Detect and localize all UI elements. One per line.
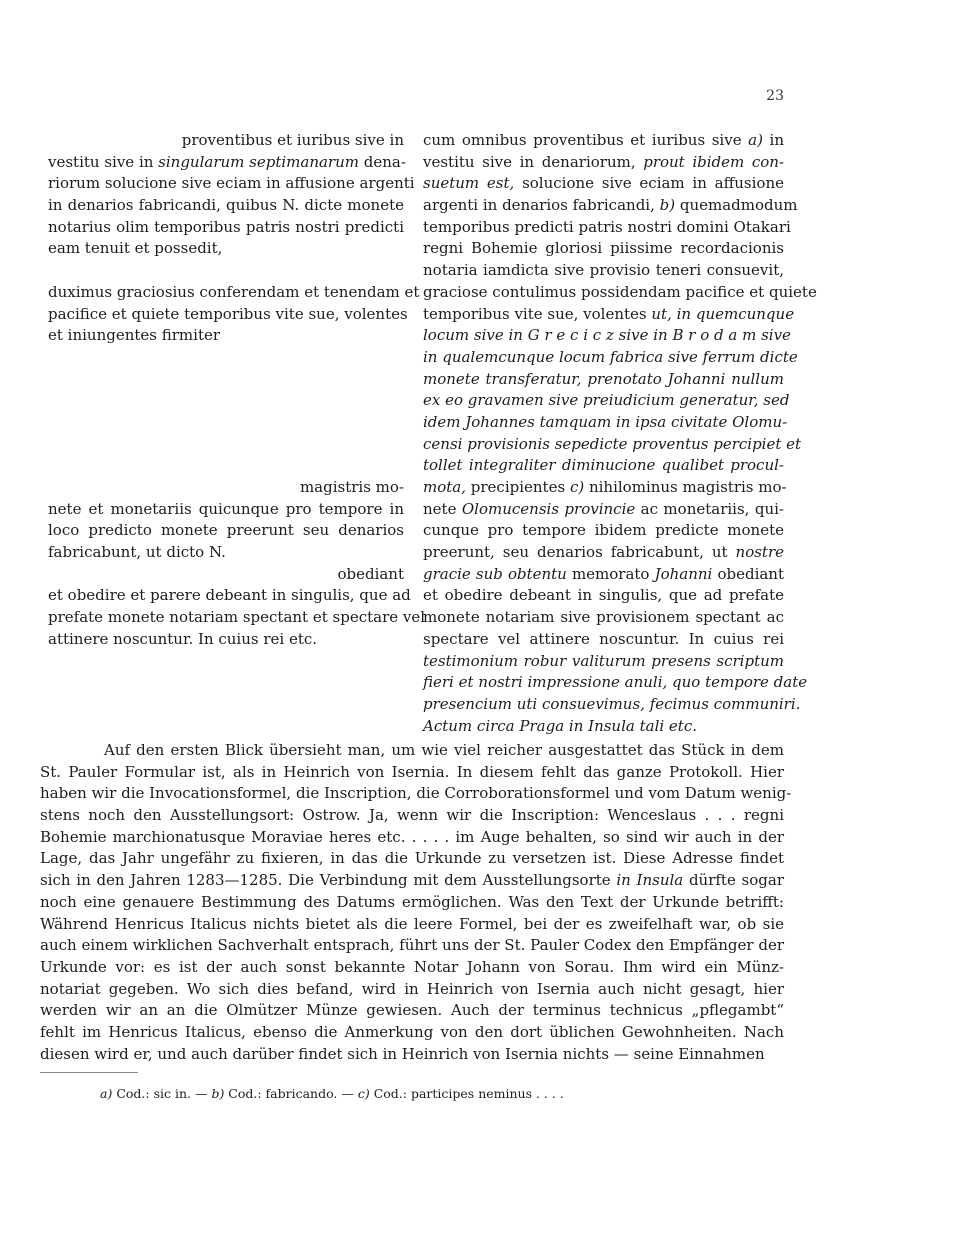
left-column-line: fabricabunt, ut dicto N. — [48, 543, 226, 562]
commentary-line: werden wir an an die Olmützer Münze gewiesen. Auch der terminus technicus „pflegambt“ — [40, 1001, 784, 1020]
right-column-line: locum sive in G r e c i c z sive in B r o d a m sive — [423, 326, 791, 345]
commentary-line: stens noch den Ausstellungsort: Ostrow. Ja, wenn wir die Inscription: Wenceslaus . . . regni — [40, 806, 784, 825]
right-column-line: presencium uti consuevimus, fecimus communiri. — [423, 694, 801, 713]
commentary-line: sich in den Jahren 1283—1285. Die Verbindung mit dem Ausstellungsorte in Insula dürfte sogar — [40, 871, 784, 890]
left-column-line: proventibus et iuribus sive in — [181, 131, 404, 149]
right-column-line: notaria iamdicta sive provisio teneri consuevit, — [423, 261, 784, 280]
right-column-line: gracie sub obtentu memorato Johanni obediant — [423, 564, 784, 583]
commentary-line: Während Henricus Italicus nichts bietet als die leere Formel, bei der es zweifelhaft war, ob sie — [40, 914, 784, 933]
right-column-line: graciose contulimus possidendam pacifice et quiete — [423, 282, 817, 301]
right-column-line: vestitu sive in denariorum, prout ibidem con- — [423, 152, 784, 171]
right-column-line: temporibus predicti patris nostri domini Otakari — [423, 217, 791, 236]
right-column-line: regni Bohemie gloriosi piissime recordacionis — [423, 239, 784, 258]
right-column-line: mota, precipientes c) nihilominus magistris mo- — [423, 478, 787, 496]
right-column-line: et obedire debeant in singulis, que ad prefate — [423, 586, 784, 605]
commentary-line: auch einem wirklichen Sachverhalt entsprach, führt uns der St. Pauler Codex den Empfänger der — [40, 936, 784, 955]
right-column-line: Actum circa Praga in Insula tali etc. — [423, 716, 697, 735]
right-column-line: cunque pro tempore ibidem predicte monete — [423, 521, 784, 540]
commentary-line: noch eine genauere Bestimmung des Datums ermöglichen. Was den Text der Urkunde betrifft: — [40, 892, 784, 911]
left-column-line: pacifice et quiete temporibus vite sue, volentes — [48, 304, 408, 323]
left-column-line: in denarios fabricandi, quibus N. dicte monete — [48, 196, 404, 215]
left-column-line: nete et monetariis quicunque pro tempore in — [48, 499, 404, 518]
right-column-line: suetum est, solucione sive eciam in affusione — [423, 174, 784, 193]
footnote-rule — [40, 1072, 138, 1073]
right-column-line: nete Olomucensis provincie ac monetariis, qui- — [423, 499, 784, 518]
commentary-line: Urkunde vor: es ist der auch sonst bekannte Notar Johann von Sorau. Ihm wird ein Münz- — [40, 957, 784, 976]
commentary-line: Lage, das Jahr ungefähr zu fixieren, in das die Urkunde zu versetzen ist. Diese Adresse findet — [40, 849, 784, 868]
right-column-line: tollet integraliter diminucione qualibet procul- — [423, 456, 784, 475]
left-column-line: duximus graciosius conferendam et tenendam et — [48, 282, 420, 301]
left-column-line: attinere noscuntur. In cuius rei etc. — [48, 629, 318, 648]
left-column-line: loco predicto monete preerunt seu denarios — [48, 521, 404, 540]
right-column-line: in qualemcunque locum fabrica sive ferrum dicte — [423, 347, 798, 366]
commentary-line: Bohemie marchionatusque Moraviae heres etc. . . . . im Auge behalten, so sind wir auch in der — [40, 827, 784, 846]
commentary-line: fehlt im Henricus Italicus, ebenso die Anmerkung von den dort üblichen Gewohnheiten. Nach — [40, 1022, 784, 1041]
right-column-line: argenti in denarios fabricandi, b) quemadmodum — [423, 196, 798, 215]
commentary-line: haben wir die Invocationsformel, die Inscription, die Corroborationsformel und vom Datum wenig- — [40, 784, 792, 803]
left-column-line: prefate monete notariam spectant et spectare vel — [48, 608, 426, 627]
commentary-paragraph — [40, 740, 792, 1065]
right-column-line: monete notariam sive provisionem spectant ac — [423, 608, 784, 627]
left-column-line: notarius olim temporibus patris nostri predicti — [48, 217, 404, 236]
right-column-line: idem Johannes tamquam in ipsa civitate Olomu- — [423, 412, 788, 431]
left-column-line: vestitu sive in singularum septimanarum dena- — [48, 152, 406, 171]
right-column-line: temporibus vite sue, volentes ut, in quemcunque — [423, 304, 795, 323]
commentary-line: Auf den ersten Blick übersieht man, um wie viel reicher ausgestattet das Stück in dem — [104, 741, 784, 759]
left-column-line: eam tenuit et possedit, — [48, 239, 223, 258]
left-column-line: et iniungentes firmiter — [48, 326, 221, 345]
right-column-line: ex eo gravamen sive preiudicium generatur, sed — [423, 391, 790, 410]
right-column-line: fieri et nostri impressione anuli, quo tempore date — [423, 673, 808, 692]
commentary-line: St. Pauler Formular ist, als in Heinrich von Isernia. In diesem fehlt das ganze Protokoll. Hier — [40, 762, 784, 781]
commentary-line: notariat gegeben. Wo sich dies befand, wird in Heinrich von Isernia auch nicht gesagt, hier — [40, 979, 784, 998]
right-column-line: spectare vel attinere noscuntur. In cuius rei — [423, 629, 784, 648]
left-column-line: et obedire et parere debeant in singulis, que ad — [48, 586, 411, 605]
left-column-line: obediant — [337, 564, 404, 583]
page-number: 23 — [766, 88, 784, 104]
right-column-line: preerunt, seu denarios fabricabunt, ut nostre — [423, 543, 784, 562]
commentary-line: diesen wird er, und auch darüber findet sich in Heinrich von Isernia nichts — seine Einnahmen — [40, 1044, 765, 1063]
right-column-line: censi provisionis sepedicte proventus percipiet et — [423, 434, 802, 453]
left-column-line: magistris mo- — [299, 478, 404, 496]
footnotes: a) Cod.: sic in. — b) Cod.: fabricando. — c) Cod.: participes neminus . . . . — [100, 1086, 564, 1101]
latin-text-right-column — [423, 130, 817, 737]
latin-text-left-column — [48, 130, 426, 651]
right-column-line: cum omnibus proventibus et iuribus sive a) in — [423, 131, 784, 149]
right-column-line: monete transferatur, prenotato Johanni nullum — [423, 369, 784, 388]
right-column-line: testimonium robur valiturum presens scriptum — [423, 651, 784, 670]
left-column-line: riorum solucione sive eciam in affusione argenti — [48, 174, 415, 193]
